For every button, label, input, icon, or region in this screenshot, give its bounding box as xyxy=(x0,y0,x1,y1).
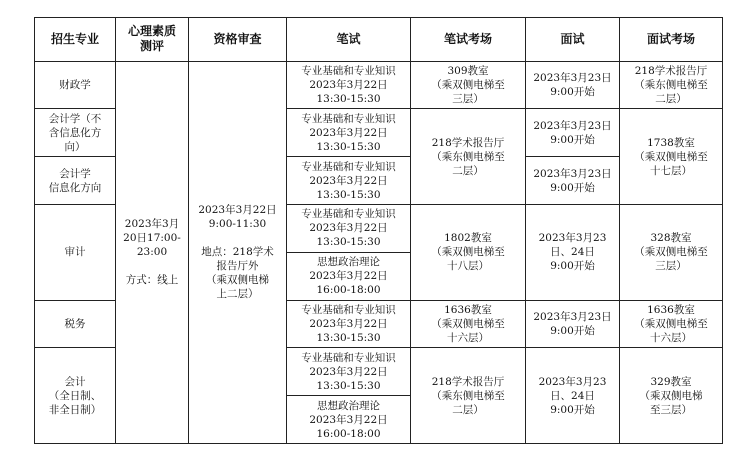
exam-room-cell: 1636教室 （乘双侧电梯至 十六层） xyxy=(411,300,526,348)
psych-cell: 2023年3月 20日17:00- 23:00 方式：线上 xyxy=(116,61,189,443)
interview-cell: 2023年3月23日 9:00开始 xyxy=(526,157,620,205)
interview-cell: 2023年3月23 日、24日 9:00开始 xyxy=(526,205,620,301)
table-row xyxy=(35,61,723,109)
major-cell: 会计学 信息化方向 xyxy=(35,157,116,205)
header-row xyxy=(35,18,723,62)
header-interview: 面试 xyxy=(526,18,620,62)
exam-cell: 专业基础和专业知识 2023年3月22日 13:30-15:30 xyxy=(287,300,411,348)
exam-cell: 思想政治理论 2023年3月22日 16:00-18:00 xyxy=(287,252,411,300)
interview-cell: 2023年3月23 日、24日 9:00开始 xyxy=(526,348,620,444)
interview-cell: 2023年3月23日 9:00开始 xyxy=(526,300,620,348)
header-exam-room: 笔试考场 xyxy=(411,18,526,62)
exam-room-cell: 309教室 （乘双侧电梯至 三层） xyxy=(411,61,526,109)
exam-cell: 专业基础和专业知识 2023年3月22日 13:30-15:30 xyxy=(287,205,411,253)
exam-cell: 专业基础和专业知识 2023年3月22日 13:30-15:30 xyxy=(287,109,411,157)
major-cell: 税务 xyxy=(35,300,116,348)
interview-cell: 2023年3月23日 9:00开始 xyxy=(526,61,620,109)
exam-cell: 专业基础和专业知识 2023年3月22日 13:30-15:30 xyxy=(287,348,411,396)
header-written-exam: 笔试 xyxy=(287,18,411,62)
interview-cell: 2023年3月23日 9:00开始 xyxy=(526,109,620,157)
major-cell: 会计学（不 含信息化方 向） xyxy=(35,109,116,157)
major-cell: 会计 （全日制、 非全日制） xyxy=(35,348,116,444)
interview-room-cell: 329教室 （乘双侧电梯 至三层） xyxy=(620,348,723,444)
exam-room-cell: 218学术报告厅 （乘东侧电梯至 二层） xyxy=(411,348,526,444)
interview-room-cell: 1636教室 （乘双侧电梯至 十六层） xyxy=(620,300,723,348)
exam-cell: 专业基础和专业知识 2023年3月22日 13:30-15:30 xyxy=(287,157,411,205)
exam-cell: 专业基础和专业知识 2023年3月22日 13:30-15:30 xyxy=(287,61,411,109)
schedule-table xyxy=(34,17,723,444)
header-major: 招生专业 xyxy=(35,18,116,62)
header-interview-room: 面试考场 xyxy=(620,18,723,62)
major-cell: 财政学 xyxy=(35,61,116,109)
interview-room-cell: 328教室 （乘双侧电梯至 三层） xyxy=(620,205,723,301)
interview-room-cell: 1738教室 （乘双侧电梯至 十七层） xyxy=(620,109,723,205)
qualification-cell: 2023年3月22日 9:00-11:30 地点：218学术 报告厅外 （乘双侧电梯 上二层） xyxy=(189,61,287,443)
header-qualification: 资格审查 xyxy=(189,18,287,62)
exam-cell: 思想政治理论 2023年3月22日 16:00-18:00 xyxy=(287,396,411,444)
header-psych: 心理素质 测评 xyxy=(116,18,189,62)
interview-room-cell: 218学术报告厅 （乘东侧电梯至 二层） xyxy=(620,61,723,109)
major-cell: 审计 xyxy=(35,205,116,301)
exam-room-cell: 1802教室 （乘双侧电梯至 十八层） xyxy=(411,205,526,301)
exam-room-cell: 218学术报告厅 （乘东侧电梯至 二层） xyxy=(411,109,526,205)
